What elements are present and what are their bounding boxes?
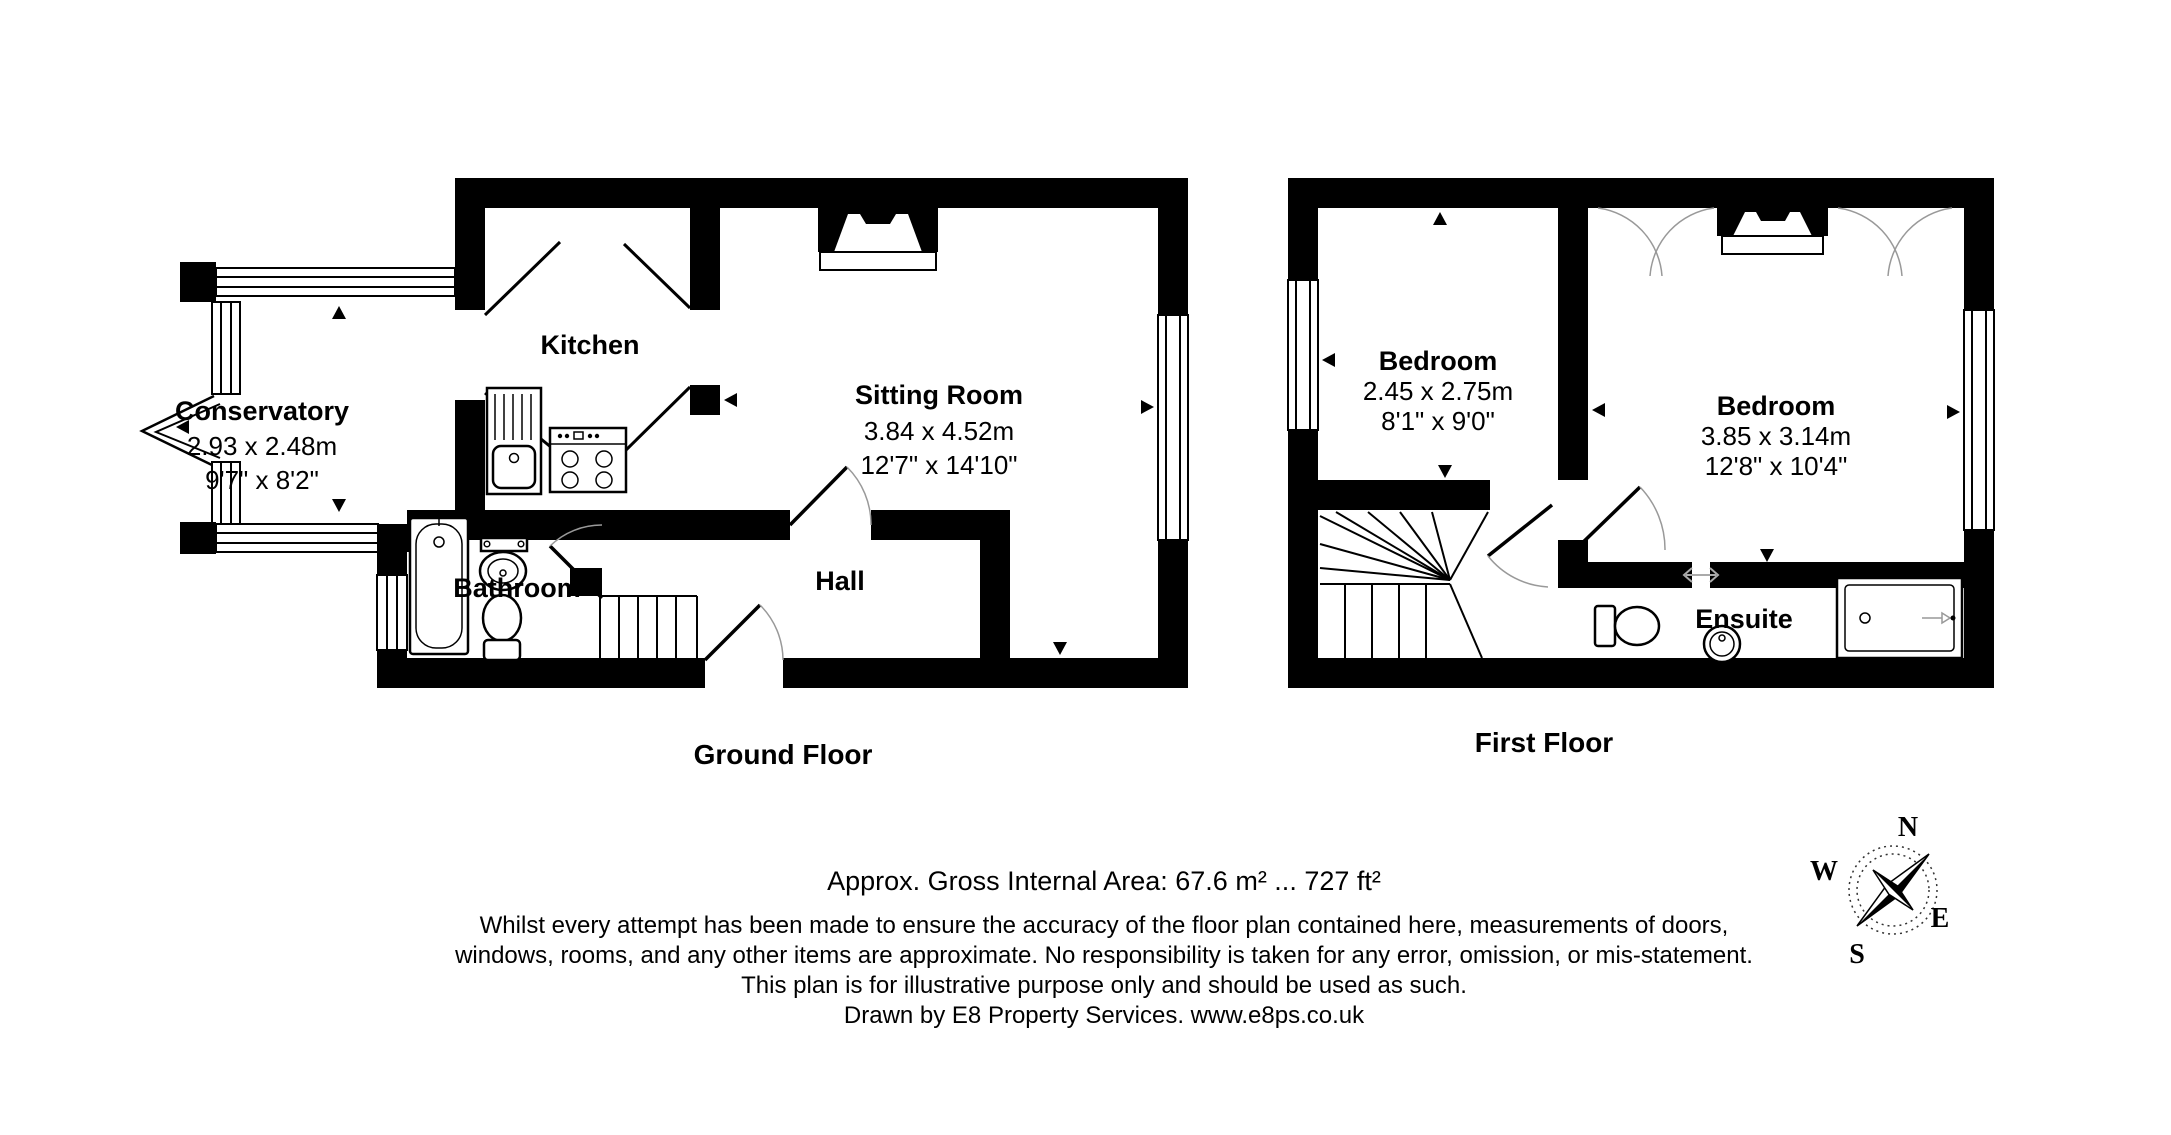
ensuite-label: Ensuite: [1695, 604, 1793, 634]
cooker-icon: [550, 428, 626, 492]
gf-kitchen-sitting-divider: [690, 208, 720, 310]
fireplace-icon: [818, 208, 938, 270]
gf-stairs: [570, 568, 697, 658]
bedroom2-dims-ft: 12'8" x 10'4": [1704, 451, 1848, 481]
arrow-right-marker: [1141, 400, 1154, 414]
ff-ensuite-wall-left: [1588, 562, 1692, 588]
bedroom2-window: [1964, 310, 1994, 530]
disclaimer-line-1: Whilst every attempt has been made to ensure the accuracy of the floor plan contained here, measurements of doors,: [479, 912, 1729, 939]
gf-top-wall: [455, 178, 1188, 208]
ground-floor-plan: [142, 178, 1188, 770]
compass-south: S: [1849, 939, 1865, 970]
sliding-door-icon: [1684, 568, 1718, 582]
front-door: [705, 605, 783, 660]
chimney-icon: [1717, 208, 1828, 254]
arrow-left-marker: [1322, 353, 1335, 367]
ff-bottom-wall: [1288, 658, 1994, 688]
arrow-left-marker: [1592, 403, 1605, 417]
disclaimer-line-3: This plan is for illustrative purpose only and should be used as such.: [741, 972, 1467, 999]
arrow-up-marker: [332, 306, 346, 319]
arrow-up-marker: [1433, 212, 1447, 225]
ff-left-wall: [1288, 178, 1318, 688]
gf-divider-stub: [690, 385, 720, 415]
arrow-down-marker: [1760, 549, 1774, 562]
arrow-down-marker: [1053, 642, 1067, 655]
compass-north: N: [1897, 812, 1919, 843]
disclaimer-line-2: windows, rooms, and any other items are approximate. No responsibility is taken for any error, omission, or mis-statement.: [455, 942, 1753, 969]
bedroom1-dims-m: 2.45 x 2.75m: [1362, 376, 1514, 406]
compass-east: E: [1930, 903, 1950, 934]
bathroom-label: Bathroom: [453, 573, 581, 603]
gross-internal-area: Approx. Gross Internal Area: 67.6 m² ... 727 ft²: [827, 866, 1381, 896]
arrow-left-marker: [724, 393, 737, 407]
bedroom2-dims-m: 3.85 x 3.14m: [1700, 421, 1852, 451]
arrow-down-marker: [1438, 465, 1452, 478]
arrow-right-marker: [1947, 405, 1960, 419]
bedroom2-label: Bedroom: [1716, 391, 1836, 421]
bedroom1-label: Bedroom: [1378, 346, 1498, 376]
gf-left-wall-upper: [455, 178, 485, 310]
sitting-room-door: [790, 467, 871, 525]
ff-stairs: [1320, 512, 1488, 658]
bathroom-window: [377, 575, 407, 650]
conservatory-dims-m: 2.93 x 2.48m: [186, 431, 338, 461]
compass-needle-icon: [1857, 854, 1929, 926]
gf-bottom-wall-left: [377, 658, 705, 688]
credit-line: Drawn by E8 Property Services. www.e8ps.co.uk: [843, 1002, 1365, 1029]
bedroom2-door: [1575, 487, 1665, 550]
sitting-room-dims-m: 3.84 x 4.52m: [863, 416, 1015, 446]
sitting-room-dims-ft: 12'7" x 14'10": [860, 450, 1018, 480]
compass-rose: [1810, 812, 1949, 970]
ff-top-wall: [1288, 178, 1994, 208]
shower-icon: [1837, 578, 1962, 658]
hall-label: Hall: [815, 566, 865, 596]
kitchen-sink-icon: [487, 388, 541, 494]
bedroom1-window: [1288, 280, 1318, 430]
sitting-room-label: Sitting Room: [855, 380, 1023, 410]
arrow-down-marker: [332, 499, 346, 512]
gf-bottom-wall-right: [783, 658, 1188, 688]
conservatory-label: Conservatory: [174, 396, 350, 426]
kitchen-label: Kitchen: [540, 330, 640, 360]
ff-bedroom-divider: [1558, 208, 1588, 480]
bedroom1-door: [1488, 505, 1552, 587]
ensuite-toilet-icon: [1595, 606, 1659, 646]
first-floor-title: First Floor: [1474, 727, 1614, 758]
bedroom1-dims-ft: 8'1" x 9'0": [1381, 406, 1495, 436]
gf-hall-top-wall-stub: [871, 510, 1010, 540]
ff-divider-lower-stub: [1558, 540, 1588, 588]
ground-floor-title: Ground Floor: [693, 739, 873, 770]
conservatory-dims-ft: 9'7" x 8'2": [205, 465, 319, 495]
gf-hall-sitting-wall: [980, 540, 1010, 658]
toilet-icon: [483, 595, 521, 660]
sitting-room-window: [1158, 315, 1188, 540]
footer-text: [454, 866, 1753, 1029]
first-floor-plan: [1288, 178, 1994, 758]
compass-west: W: [1810, 856, 1838, 887]
ff-stairs-top-wall: [1318, 480, 1490, 510]
